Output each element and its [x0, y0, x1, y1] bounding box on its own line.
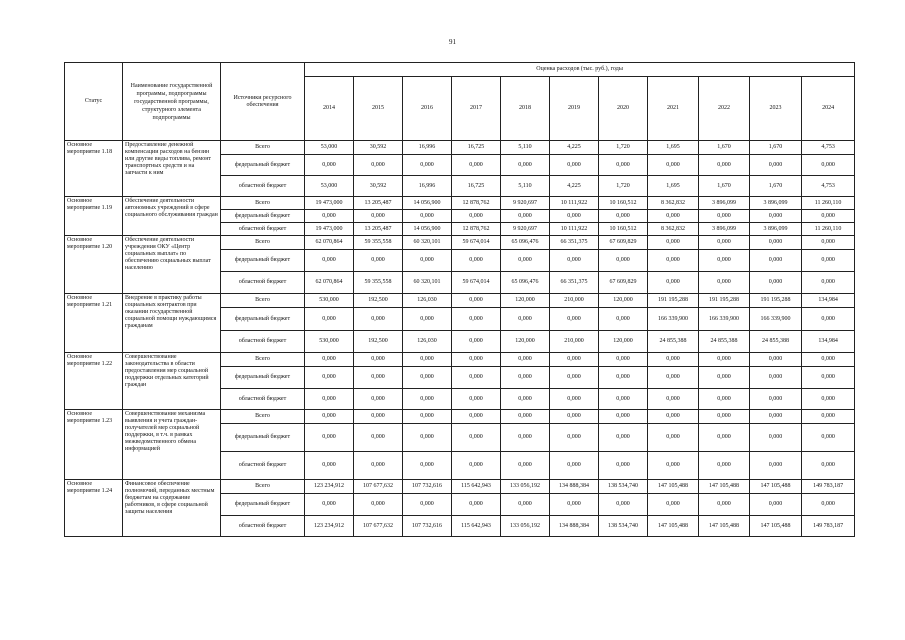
amount-cell: 0,000: [802, 494, 855, 516]
amount-cell: 0,000: [305, 353, 354, 367]
header-year: 2017: [452, 77, 501, 141]
amount-cell: 0,000: [501, 494, 550, 516]
amount-cell: 0,000: [452, 331, 501, 353]
amount-cell: 191 195,288: [750, 294, 802, 308]
funding-source: областной бюджет: [221, 516, 305, 537]
amount-cell: 0,000: [550, 250, 599, 272]
amount-cell: 147 105,488: [699, 516, 750, 537]
amount-cell: 0,000: [599, 250, 648, 272]
amount-cell: 4,753: [802, 176, 855, 197]
amount-cell: 1,695: [648, 176, 699, 197]
amount-cell: 192,500: [354, 331, 403, 353]
amount-cell: 0,000: [750, 424, 802, 452]
amount-cell: 0,000: [354, 410, 403, 424]
amount-cell: 0,000: [305, 494, 354, 516]
amount-cell: 16,996: [403, 141, 452, 155]
funding-source: областной бюджет: [221, 176, 305, 197]
amount-cell: 0,000: [802, 410, 855, 424]
amount-cell: 0,000: [599, 389, 648, 410]
amount-cell: 166 339,900: [750, 308, 802, 331]
amount-cell: 10 111,922: [550, 197, 599, 210]
amount-cell: 12 878,762: [452, 223, 501, 236]
amount-cell: 0,000: [403, 353, 452, 367]
amount-cell: 0,000: [750, 250, 802, 272]
amount-cell: 16,725: [452, 141, 501, 155]
amount-cell: 65 096,476: [501, 236, 550, 250]
amount-cell: 67 609,829: [599, 272, 648, 294]
amount-cell: 0,000: [599, 155, 648, 176]
amount-cell: 1,720: [599, 141, 648, 155]
amount-cell: 3 896,099: [699, 197, 750, 210]
measure-name: Совершенствование законодательства в области предоставления мер социальной поддержки отдельных категорий граждан: [123, 353, 221, 410]
amount-cell: 65 096,476: [501, 272, 550, 294]
amount-cell: 0,000: [452, 353, 501, 367]
amount-cell: 0,000: [699, 210, 750, 223]
amount-cell: 60 320,101: [403, 272, 452, 294]
amount-cell: 0,000: [403, 210, 452, 223]
amount-cell: 9 920,697: [501, 223, 550, 236]
amount-cell: 0,000: [354, 155, 403, 176]
funding-source: Всего: [221, 294, 305, 308]
amount-cell: 0,000: [550, 452, 599, 480]
amount-cell: 5,110: [501, 176, 550, 197]
amount-cell: 1,695: [648, 141, 699, 155]
amount-cell: 0,000: [501, 353, 550, 367]
amount-cell: 0,000: [750, 210, 802, 223]
amount-cell: 0,000: [452, 155, 501, 176]
amount-cell: 0,000: [403, 250, 452, 272]
amount-cell: 0,000: [699, 367, 750, 389]
amount-cell: 0,000: [403, 410, 452, 424]
amount-cell: 120,000: [599, 294, 648, 308]
funding-source: Всего: [221, 236, 305, 250]
amount-cell: 4,225: [550, 176, 599, 197]
amount-cell: 0,000: [599, 367, 648, 389]
measure-status: Основное мероприятие 1.19: [65, 197, 123, 236]
header-name: Наименование государственной программы, подпрограммы государственной программы, структурного элемента подпрограммы: [123, 63, 221, 141]
amount-cell: 123 234,912: [305, 516, 354, 537]
amount-cell: 107 732,616: [403, 480, 452, 494]
funding-source: областной бюджет: [221, 389, 305, 410]
amount-cell: 0,000: [648, 410, 699, 424]
amount-cell: 0,000: [452, 410, 501, 424]
amount-cell: 107 677,632: [354, 480, 403, 494]
page-number: 91: [449, 38, 456, 46]
table-row: [65, 410, 855, 424]
amount-cell: 0,000: [550, 308, 599, 331]
amount-cell: 19 473,000: [305, 197, 354, 210]
table-row: [65, 480, 855, 494]
amount-cell: 53,000: [305, 176, 354, 197]
header-source: Источники ресурсного обеспечения: [221, 63, 305, 141]
header-year: 2016: [403, 77, 452, 141]
amount-cell: 30,592: [354, 176, 403, 197]
funding-source: федеральный бюджет: [221, 367, 305, 389]
measure-status: Основное мероприятие 1.18: [65, 141, 123, 197]
table-row: [65, 236, 855, 250]
amount-cell: 107 732,616: [403, 516, 452, 537]
amount-cell: 0,000: [648, 236, 699, 250]
amount-cell: 0,000: [599, 210, 648, 223]
header-status: Статус: [65, 63, 123, 141]
header-year: 2014: [305, 77, 354, 141]
amount-cell: 0,000: [599, 452, 648, 480]
funding-source: областной бюджет: [221, 452, 305, 480]
amount-cell: 0,000: [452, 494, 501, 516]
amount-cell: 0,000: [699, 353, 750, 367]
amount-cell: 0,000: [501, 424, 550, 452]
amount-cell: 0,000: [699, 452, 750, 480]
amount-cell: 0,000: [452, 367, 501, 389]
amount-cell: 59 355,558: [354, 272, 403, 294]
measure-name: Предоставление денежной компенсации расходов на бензин или другие виды топлива, ремонт транспортных средств и на запчасти к ним: [123, 141, 221, 197]
amount-cell: 0,000: [354, 367, 403, 389]
amount-cell: 5,110: [501, 141, 550, 155]
amount-cell: 0,000: [599, 353, 648, 367]
amount-cell: 0,000: [305, 250, 354, 272]
amount-cell: 115 642,943: [452, 516, 501, 537]
amount-cell: 0,000: [699, 494, 750, 516]
header-year: 2024: [802, 77, 855, 141]
amount-cell: 191 195,288: [648, 294, 699, 308]
table-row: [65, 197, 855, 210]
amount-cell: 0,000: [648, 452, 699, 480]
amount-cell: 1,670: [699, 176, 750, 197]
amount-cell: 133 056,192: [501, 480, 550, 494]
amount-cell: 0,000: [802, 452, 855, 480]
amount-cell: 3 896,099: [750, 223, 802, 236]
amount-cell: 24 855,388: [648, 331, 699, 353]
amount-cell: 120,000: [501, 294, 550, 308]
amount-cell: 0,000: [403, 308, 452, 331]
amount-cell: 1,670: [750, 141, 802, 155]
funding-source: федеральный бюджет: [221, 424, 305, 452]
amount-cell: 14 056,900: [403, 223, 452, 236]
amount-cell: 0,000: [802, 155, 855, 176]
amount-cell: 4,225: [550, 141, 599, 155]
amount-cell: 0,000: [648, 353, 699, 367]
amount-cell: 0,000: [699, 389, 750, 410]
amount-cell: 24 855,388: [699, 331, 750, 353]
amount-cell: 0,000: [750, 367, 802, 389]
amount-cell: 147 105,488: [648, 516, 699, 537]
funding-source: Всего: [221, 197, 305, 210]
amount-cell: 0,000: [599, 424, 648, 452]
amount-cell: 0,000: [802, 236, 855, 250]
amount-cell: 0,000: [750, 410, 802, 424]
amount-cell: 0,000: [501, 250, 550, 272]
amount-cell: 0,000: [305, 308, 354, 331]
amount-cell: 0,000: [501, 452, 550, 480]
amount-cell: 0,000: [501, 389, 550, 410]
funding-source: федеральный бюджет: [221, 250, 305, 272]
amount-cell: 59 674,014: [452, 272, 501, 294]
amount-cell: 0,000: [452, 250, 501, 272]
amount-cell: 120,000: [501, 331, 550, 353]
amount-cell: 133 056,192: [501, 516, 550, 537]
amount-cell: 0,000: [305, 367, 354, 389]
table-row: [65, 294, 855, 308]
amount-cell: 0,000: [305, 389, 354, 410]
budget-table-sheet: [64, 62, 854, 537]
amount-cell: 0,000: [550, 494, 599, 516]
amount-cell: 0,000: [354, 308, 403, 331]
amount-cell: 0,000: [648, 424, 699, 452]
amount-cell: 62 070,864: [305, 236, 354, 250]
amount-cell: 0,000: [750, 353, 802, 367]
amount-cell: 166 339,900: [648, 308, 699, 331]
amount-cell: 0,000: [452, 452, 501, 480]
amount-cell: 210,000: [550, 294, 599, 308]
amount-cell: 8 362,832: [648, 197, 699, 210]
amount-cell: 1,720: [599, 176, 648, 197]
funding-source: федеральный бюджет: [221, 210, 305, 223]
amount-cell: 0,000: [452, 389, 501, 410]
amount-cell: 134,984: [802, 294, 855, 308]
amount-cell: 0,000: [648, 494, 699, 516]
amount-cell: 19 473,000: [305, 223, 354, 236]
amount-cell: 0,000: [550, 410, 599, 424]
funding-source: федеральный бюджет: [221, 494, 305, 516]
measure-name: Внедрение в практику работы социальных контрактов при оказании государственной социальной помощи нуждающимся гражданам: [123, 294, 221, 353]
amount-cell: 0,000: [501, 410, 550, 424]
amount-cell: 3 896,099: [699, 223, 750, 236]
amount-cell: 0,000: [802, 353, 855, 367]
amount-cell: 16,996: [403, 176, 452, 197]
amount-cell: 123 234,912: [305, 480, 354, 494]
header-year: 2018: [501, 77, 550, 141]
amount-cell: 134,984: [802, 331, 855, 353]
amount-cell: 62 070,864: [305, 272, 354, 294]
amount-cell: 0,000: [501, 367, 550, 389]
amount-cell: 0,000: [305, 155, 354, 176]
amount-cell: 0,000: [305, 210, 354, 223]
amount-cell: 14 056,900: [403, 197, 452, 210]
amount-cell: 138 534,740: [599, 480, 648, 494]
amount-cell: 59 674,014: [452, 236, 501, 250]
amount-cell: 0,000: [802, 272, 855, 294]
amount-cell: 0,000: [699, 410, 750, 424]
amount-cell: 0,000: [648, 210, 699, 223]
amount-cell: 30,592: [354, 141, 403, 155]
header-year: 2021: [648, 77, 699, 141]
amount-cell: 0,000: [403, 367, 452, 389]
amount-cell: 10 111,922: [550, 223, 599, 236]
measure-status: Основное мероприятие 1.23: [65, 410, 123, 480]
amount-cell: 134 888,384: [550, 516, 599, 537]
measure-status: Основное мероприятие 1.21: [65, 294, 123, 353]
amount-cell: 4,753: [802, 141, 855, 155]
amount-cell: 0,000: [599, 308, 648, 331]
amount-cell: 192,500: [354, 294, 403, 308]
amount-cell: 0,000: [648, 389, 699, 410]
amount-cell: 107 677,632: [354, 516, 403, 537]
amount-cell: 126,030: [403, 331, 452, 353]
amount-cell: 11 260,110: [802, 223, 855, 236]
amount-cell: 147 105,488: [750, 480, 802, 494]
amount-cell: 13 205,487: [354, 223, 403, 236]
amount-cell: 66 351,375: [550, 236, 599, 250]
amount-cell: 0,000: [501, 308, 550, 331]
amount-cell: 0,000: [599, 494, 648, 516]
amount-cell: 0,000: [403, 389, 452, 410]
measure-status: Основное мероприятие 1.20: [65, 236, 123, 294]
amount-cell: 59 355,558: [354, 236, 403, 250]
amount-cell: 0,000: [403, 424, 452, 452]
amount-cell: 0,000: [305, 424, 354, 452]
amount-cell: 0,000: [750, 494, 802, 516]
amount-cell: 16,725: [452, 176, 501, 197]
amount-cell: 0,000: [305, 452, 354, 480]
amount-cell: 0,000: [802, 367, 855, 389]
amount-cell: 0,000: [452, 294, 501, 308]
funding-source: Всего: [221, 353, 305, 367]
amount-cell: 0,000: [750, 155, 802, 176]
funding-source: федеральный бюджет: [221, 155, 305, 176]
amount-cell: 0,000: [501, 155, 550, 176]
amount-cell: 149 783,187: [802, 480, 855, 494]
amount-cell: 0,000: [354, 424, 403, 452]
funding-source: федеральный бюджет: [221, 308, 305, 331]
amount-cell: 126,030: [403, 294, 452, 308]
amount-cell: 134 888,384: [550, 480, 599, 494]
amount-cell: 0,000: [452, 210, 501, 223]
amount-cell: 115 642,943: [452, 480, 501, 494]
amount-cell: 0,000: [403, 155, 452, 176]
amount-cell: 0,000: [403, 452, 452, 480]
amount-cell: 0,000: [699, 250, 750, 272]
amount-cell: 0,000: [354, 210, 403, 223]
amount-cell: 0,000: [802, 308, 855, 331]
funding-source: областной бюджет: [221, 331, 305, 353]
amount-cell: 9 920,697: [501, 197, 550, 210]
funding-source: областной бюджет: [221, 272, 305, 294]
amount-cell: 12 878,762: [452, 197, 501, 210]
header-year: 2015: [354, 77, 403, 141]
amount-cell: 0,000: [599, 410, 648, 424]
amount-cell: 0,000: [648, 367, 699, 389]
amount-cell: 8 362,832: [648, 223, 699, 236]
amount-cell: 0,000: [648, 250, 699, 272]
amount-cell: 0,000: [699, 155, 750, 176]
amount-cell: 0,000: [802, 250, 855, 272]
amount-cell: 0,000: [648, 272, 699, 294]
header-year: 2023: [750, 77, 802, 141]
funding-source: областной бюджет: [221, 223, 305, 236]
amount-cell: 0,000: [305, 410, 354, 424]
table-body: [65, 141, 855, 537]
amount-cell: 66 351,375: [550, 272, 599, 294]
table-row: [65, 141, 855, 155]
amount-cell: 0,000: [750, 272, 802, 294]
amount-cell: 10 160,512: [599, 223, 648, 236]
amount-cell: 530,000: [305, 331, 354, 353]
amount-cell: 0,000: [550, 389, 599, 410]
amount-cell: 24 855,388: [750, 331, 802, 353]
funding-source: Всего: [221, 141, 305, 155]
funding-source: Всего: [221, 480, 305, 494]
header-year: 2020: [599, 77, 648, 141]
amount-cell: 138 534,740: [599, 516, 648, 537]
amount-cell: 10 160,512: [599, 197, 648, 210]
amount-cell: 0,000: [550, 424, 599, 452]
amount-cell: 166 339,900: [699, 308, 750, 331]
amount-cell: 0,000: [452, 424, 501, 452]
amount-cell: 67 609,829: [599, 236, 648, 250]
measure-name: Обеспечение деятельности учреждения ОКУ «Центр социальных выплат» по обеспечению социальных выплат населению: [123, 236, 221, 294]
amount-cell: 0,000: [550, 155, 599, 176]
measure-name: Обеспечение деятельности автономных учреждений в сфере социального обслуживания граждан: [123, 197, 221, 236]
measure-name: Совершенствование механизма выявления и учета граждан-получателей мер социальной поддержки, в т.ч. в рамках межведомственного обмена информацией: [123, 410, 221, 480]
amount-cell: 0,000: [648, 155, 699, 176]
amount-cell: 0,000: [354, 452, 403, 480]
amount-cell: 120,000: [599, 331, 648, 353]
amount-cell: 1,670: [750, 176, 802, 197]
header-year: 2019: [550, 77, 599, 141]
amount-cell: 147 105,488: [699, 480, 750, 494]
amount-cell: 0,000: [750, 452, 802, 480]
amount-cell: 0,000: [452, 308, 501, 331]
amount-cell: 0,000: [699, 424, 750, 452]
amount-cell: 0,000: [354, 389, 403, 410]
amount-cell: 147 105,488: [750, 516, 802, 537]
amount-cell: 191 195,288: [699, 294, 750, 308]
amount-cell: 1,670: [699, 141, 750, 155]
measure-status: Основное мероприятие 1.24: [65, 480, 123, 537]
budget-table: [64, 62, 855, 537]
measure-status: Основное мероприятие 1.22: [65, 353, 123, 410]
amount-cell: 0,000: [750, 236, 802, 250]
amount-cell: 0,000: [354, 353, 403, 367]
amount-cell: 0,000: [699, 272, 750, 294]
amount-cell: 147 105,488: [648, 480, 699, 494]
amount-cell: 0,000: [550, 210, 599, 223]
amount-cell: 0,000: [403, 494, 452, 516]
amount-cell: 149 783,187: [802, 516, 855, 537]
amount-cell: 13 205,487: [354, 197, 403, 210]
amount-cell: 0,000: [802, 389, 855, 410]
amount-cell: 0,000: [550, 353, 599, 367]
amount-cell: 530,000: [305, 294, 354, 308]
amount-cell: 0,000: [501, 210, 550, 223]
header-year: 2022: [699, 77, 750, 141]
header-estimate: Оценка расходов (тыс. руб.), годы: [305, 63, 855, 77]
amount-cell: 0,000: [354, 494, 403, 516]
amount-cell: 0,000: [699, 236, 750, 250]
measure-name: Финансовое обеспечение полномочий, переданных местным бюджетам на содержание работников, в сфере социальной защиты населения: [123, 480, 221, 537]
amount-cell: 210,000: [550, 331, 599, 353]
amount-cell: 0,000: [802, 424, 855, 452]
header-row-top: [65, 63, 855, 77]
amount-cell: 60 320,101: [403, 236, 452, 250]
amount-cell: 53,000: [305, 141, 354, 155]
amount-cell: 0,000: [354, 250, 403, 272]
amount-cell: 0,000: [550, 367, 599, 389]
amount-cell: 0,000: [802, 210, 855, 223]
funding-source: Всего: [221, 410, 305, 424]
amount-cell: 11 260,110: [802, 197, 855, 210]
table-row: [65, 353, 855, 367]
amount-cell: 3 896,099: [750, 197, 802, 210]
amount-cell: 0,000: [750, 389, 802, 410]
